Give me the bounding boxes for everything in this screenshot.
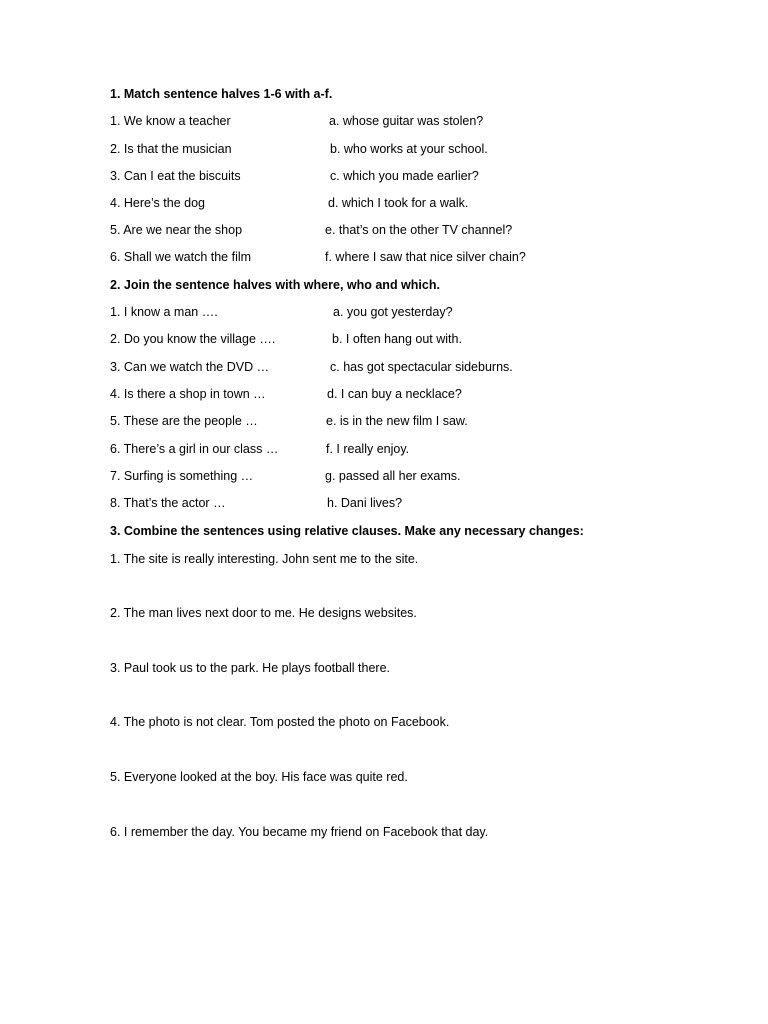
match-left: 6. Shall we watch the film: [110, 250, 252, 264]
join-left: 7. Surfing is something …: [110, 469, 254, 483]
combine-item: 1. The site is really interesting. John sent me to the site.: [110, 552, 419, 566]
join-right: b. I often hang out with.: [332, 332, 462, 346]
join-right: f. I really enjoy.: [326, 442, 410, 456]
join-right: d. I can buy a necklace?: [327, 387, 462, 401]
join-left: 4. Is there a shop in town …: [110, 387, 266, 401]
join-right: e. is in the new film I saw.: [326, 414, 468, 428]
section2-heading: 2. Join the sentence halves with where, who and which.: [110, 278, 440, 292]
match-right: e. that’s on the other TV channel?: [325, 223, 513, 237]
match-left: 4. Here’s the dog: [110, 196, 205, 210]
match-left: 2. Is that the musician: [110, 142, 232, 156]
join-right: h. Dani lives?: [327, 496, 403, 510]
match-right: c. which you made earlier?: [330, 169, 479, 183]
join-left: 8. That’s the actor …: [110, 496, 226, 510]
combine-item: 4. The photo is not clear. Tom posted the photo on Facebook.: [110, 715, 450, 729]
combine-item: 2. The man lives next door to me. He designs websites.: [110, 606, 417, 620]
join-right: a. you got yesterday?: [333, 305, 453, 319]
match-right: f. where I saw that nice silver chain?: [325, 250, 526, 264]
combine-item: 6. I remember the day. You became my friend on Facebook that day.: [110, 825, 489, 839]
join-left: 1. I know a man ….: [110, 305, 218, 319]
combine-item: 5. Everyone looked at the boy. His face was quite red.: [110, 770, 408, 784]
section3-heading: 3. Combine the sentences using relative clauses. Make any necessary changes:: [110, 524, 584, 538]
match-right: d. which I took for a walk.: [328, 196, 469, 210]
join-left: 3. Can we watch the DVD …: [110, 360, 270, 374]
match-right: b. who works at your school.: [330, 142, 488, 156]
join-right: g. passed all her exams.: [325, 469, 461, 483]
join-left: 2. Do you know the village ….: [110, 332, 276, 346]
match-left: 1. We know a teacher: [110, 114, 231, 128]
match-left: 3. Can I eat the biscuits: [110, 169, 241, 183]
join-right: c. has got spectacular sideburns.: [330, 360, 513, 374]
combine-item: 3. Paul took us to the park. He plays football there.: [110, 661, 391, 675]
join-left: 6. There’s a girl in our class …: [110, 442, 279, 456]
join-left: 5. These are the people …: [110, 414, 258, 428]
match-left: 5. Are we near the shop: [110, 223, 243, 237]
match-right: a. whose guitar was stolen?: [329, 114, 484, 128]
section1-heading: 1. Match sentence halves 1-6 with a-f.: [110, 87, 333, 101]
